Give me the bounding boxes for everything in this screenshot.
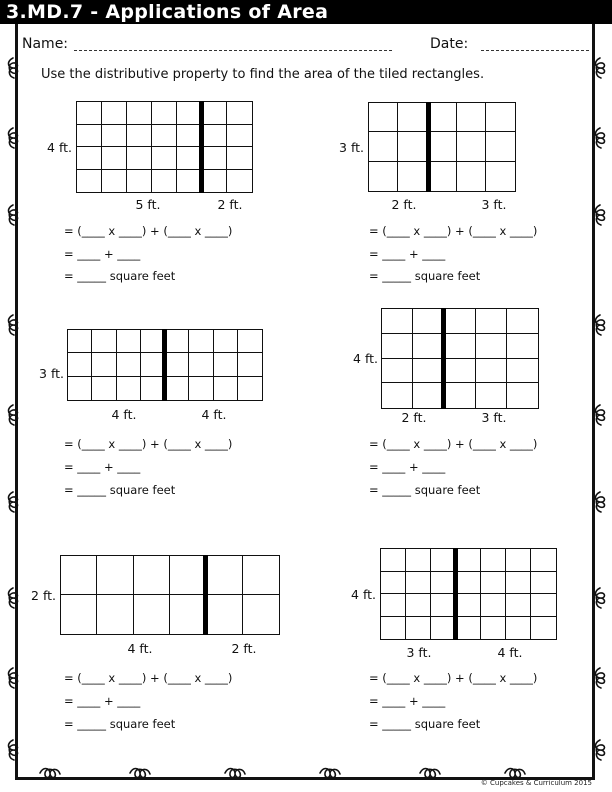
grid-tile	[102, 125, 127, 148]
grid-tile	[486, 162, 515, 191]
grid-tile	[506, 617, 531, 640]
grid-tile	[398, 132, 427, 161]
equation-line-3: = _____ square feet	[369, 483, 481, 497]
grid-tile	[214, 330, 238, 353]
grid-tile	[413, 309, 444, 334]
grid-tile	[382, 309, 413, 334]
equation-line-1: = (____ x ____) + (____ x ____)	[64, 224, 233, 238]
grid-tile	[476, 383, 507, 408]
grid-tile	[476, 359, 507, 384]
equation-line-2: = ____ + ____	[64, 694, 141, 708]
doodle-swirl	[596, 315, 605, 335]
tiled-rectangle-grid	[60, 555, 280, 635]
doodle-swirl	[596, 205, 605, 225]
grid-tile	[381, 572, 406, 595]
grid-tile	[456, 549, 481, 572]
grid-tile	[152, 147, 177, 170]
equation-line-2: = ____ + ____	[64, 460, 141, 474]
grid-tile	[189, 377, 213, 400]
grid-tile	[127, 170, 152, 193]
grid-tile	[406, 594, 431, 617]
date-field[interactable]	[481, 50, 589, 51]
left-width-label: 2 ft.	[401, 410, 427, 425]
grid-tile	[506, 594, 531, 617]
grid-tile	[457, 132, 486, 161]
grid-tile	[61, 595, 97, 634]
grid-tile	[152, 170, 177, 193]
doodle-swirl	[596, 128, 605, 148]
left-width-label: 2 ft.	[391, 197, 417, 212]
grid-tile	[507, 334, 538, 359]
tiled-rectangle-grid	[381, 308, 539, 409]
left-width-label: 4 ft.	[111, 407, 137, 422]
grid-tile	[117, 330, 141, 353]
date-label: Date:	[430, 36, 469, 52]
equation-line-1: = (____ x ____) + (____ x ____)	[64, 671, 233, 685]
side-length-label: 4 ft.	[351, 587, 376, 602]
equation-line-1: = (____ x ____) + (____ x ____)	[369, 437, 538, 451]
grid-tile	[227, 125, 252, 148]
grid-tile	[444, 334, 475, 359]
equation-line-1: = (____ x ____) + (____ x ____)	[64, 437, 233, 451]
grid-tile	[481, 572, 506, 595]
grid-tile	[170, 556, 206, 595]
grid-tile	[457, 103, 486, 132]
grid-tile	[369, 103, 398, 132]
grid-tile	[382, 359, 413, 384]
grid-tile	[227, 102, 252, 125]
equation-line-2: = ____ + ____	[64, 247, 141, 261]
grid-tile	[243, 595, 279, 634]
doodle-swirl	[596, 588, 605, 608]
split-line	[441, 308, 446, 409]
equation-line-3: = _____ square feet	[369, 269, 481, 283]
grid-tile	[481, 594, 506, 617]
grid-tile	[369, 132, 398, 161]
grid-tile	[127, 147, 152, 170]
grid-tile	[531, 549, 556, 572]
side-length-label: 3 ft.	[339, 140, 364, 155]
split-line	[162, 329, 167, 401]
grid-tile	[413, 359, 444, 384]
grid-tile	[413, 334, 444, 359]
name-label: Name:	[22, 36, 69, 52]
grid-tile	[102, 170, 127, 193]
split-line	[453, 548, 458, 640]
grid-tile	[382, 334, 413, 359]
grid-tile	[77, 147, 102, 170]
grid-tile	[134, 595, 170, 634]
grid-tile	[427, 132, 456, 161]
equation-line-3: = _____ square feet	[64, 717, 176, 731]
grid-tile	[476, 309, 507, 334]
grid-tile	[68, 330, 92, 353]
grid-tile	[413, 383, 444, 408]
tiled-rectangle-grid	[380, 548, 557, 640]
grid-tile	[97, 556, 133, 595]
grid-tile	[127, 102, 152, 125]
grid-tile	[92, 377, 116, 400]
grid-tile	[369, 162, 398, 191]
grid-tile	[117, 353, 141, 376]
grid-tile	[531, 572, 556, 595]
grid-tile	[227, 147, 252, 170]
equation-line-1: = (____ x ____) + (____ x ____)	[369, 671, 538, 685]
grid-tile	[381, 594, 406, 617]
right-width-label: 2 ft.	[217, 197, 243, 212]
grid-tile	[214, 353, 238, 376]
grid-tile	[456, 594, 481, 617]
grid-tile	[506, 572, 531, 595]
grid-tile	[238, 353, 262, 376]
grid-tile	[202, 102, 227, 125]
grid-tile	[152, 102, 177, 125]
right-width-label: 3 ft.	[481, 197, 507, 212]
grid-tile	[481, 549, 506, 572]
grid-tile	[481, 617, 506, 640]
grid-tile	[189, 330, 213, 353]
grid-tile	[444, 359, 475, 384]
grid-tile	[507, 383, 538, 408]
grid-tile	[77, 102, 102, 125]
grid-tile	[476, 334, 507, 359]
right-width-label: 3 ft.	[481, 410, 507, 425]
grid-tile	[77, 170, 102, 193]
equation-line-3: = _____ square feet	[64, 269, 176, 283]
grid-tile	[238, 330, 262, 353]
equation-line-3: = _____ square feet	[369, 717, 481, 731]
grid-tile	[238, 377, 262, 400]
doodle-swirl	[596, 405, 605, 425]
grid-tile	[77, 125, 102, 148]
grid-tile	[206, 556, 242, 595]
grid-tile	[406, 549, 431, 572]
grid-tile	[507, 309, 538, 334]
grid-tile	[406, 617, 431, 640]
right-width-label: 4 ft.	[497, 645, 523, 660]
grid-tile	[486, 132, 515, 161]
grid-tile	[444, 383, 475, 408]
grid-tile	[381, 549, 406, 572]
grid-tile	[117, 377, 141, 400]
grid-tile	[456, 572, 481, 595]
grid-tile	[456, 617, 481, 640]
grid-tile	[92, 353, 116, 376]
right-width-label: 4 ft.	[201, 407, 227, 422]
grid-tile	[92, 330, 116, 353]
doodle-swirl	[596, 492, 605, 512]
doodle-swirl	[596, 58, 605, 78]
equation-line-2: = ____ + ____	[369, 247, 446, 261]
grid-tile	[398, 103, 427, 132]
grid-tile	[227, 170, 252, 193]
grid-tile	[214, 377, 238, 400]
left-width-label: 4 ft.	[127, 641, 153, 656]
grid-tile	[189, 353, 213, 376]
grid-tile	[61, 556, 97, 595]
grid-tile	[165, 353, 189, 376]
title-bar	[0, 0, 612, 24]
grid-tile	[382, 383, 413, 408]
equation-line-2: = ____ + ____	[369, 460, 446, 474]
equation-line-2: = ____ + ____	[369, 694, 446, 708]
grid-tile	[202, 147, 227, 170]
grid-tile	[102, 102, 127, 125]
grid-tile	[202, 125, 227, 148]
side-length-label: 3 ft.	[39, 366, 64, 381]
grid-tile	[427, 162, 456, 191]
grid-tile	[68, 377, 92, 400]
right-width-label: 2 ft.	[231, 641, 257, 656]
grid-tile	[202, 170, 227, 193]
grid-tile	[486, 103, 515, 132]
grid-tile	[506, 549, 531, 572]
grid-tile	[427, 103, 456, 132]
grid-tile	[165, 377, 189, 400]
grid-tile	[165, 330, 189, 353]
grid-tile	[457, 162, 486, 191]
grid-tile	[398, 162, 427, 191]
grid-tile	[406, 572, 431, 595]
grid-tile	[170, 595, 206, 634]
grid-tile	[152, 125, 177, 148]
name-field[interactable]	[74, 50, 392, 51]
left-width-label: 3 ft.	[406, 645, 432, 660]
equation-line-3: = _____ square feet	[64, 483, 176, 497]
copyright-text: © Cupcakes & Curriculum 2015	[480, 779, 592, 787]
worksheet-title: 3.MD.7 - Applications of Area	[6, 1, 329, 23]
grid-tile	[127, 125, 152, 148]
equation-line-1: = (____ x ____) + (____ x ____)	[369, 224, 538, 238]
grid-tile	[531, 594, 556, 617]
side-length-label: 4 ft.	[47, 140, 72, 155]
split-line	[203, 555, 208, 635]
split-line	[199, 101, 204, 193]
side-length-label: 2 ft.	[31, 588, 56, 603]
grid-tile	[68, 353, 92, 376]
grid-tile	[243, 556, 279, 595]
grid-tile	[381, 617, 406, 640]
grid-tile	[206, 595, 242, 634]
doodle-swirl	[596, 740, 605, 760]
side-length-label: 4 ft.	[353, 351, 378, 366]
grid-tile	[134, 556, 170, 595]
split-line	[426, 102, 431, 192]
left-width-label: 5 ft.	[135, 197, 161, 212]
instructions-text: Use the distributive property to find the area of the tiled rectangles.	[41, 67, 485, 82]
doodle-swirl	[596, 668, 605, 688]
grid-tile	[102, 147, 127, 170]
grid-tile	[531, 617, 556, 640]
tiled-rectangle-grid	[76, 101, 253, 193]
grid-tile	[507, 359, 538, 384]
tiled-rectangle-grid	[368, 102, 516, 192]
grid-tile	[444, 309, 475, 334]
grid-tile	[97, 595, 133, 634]
